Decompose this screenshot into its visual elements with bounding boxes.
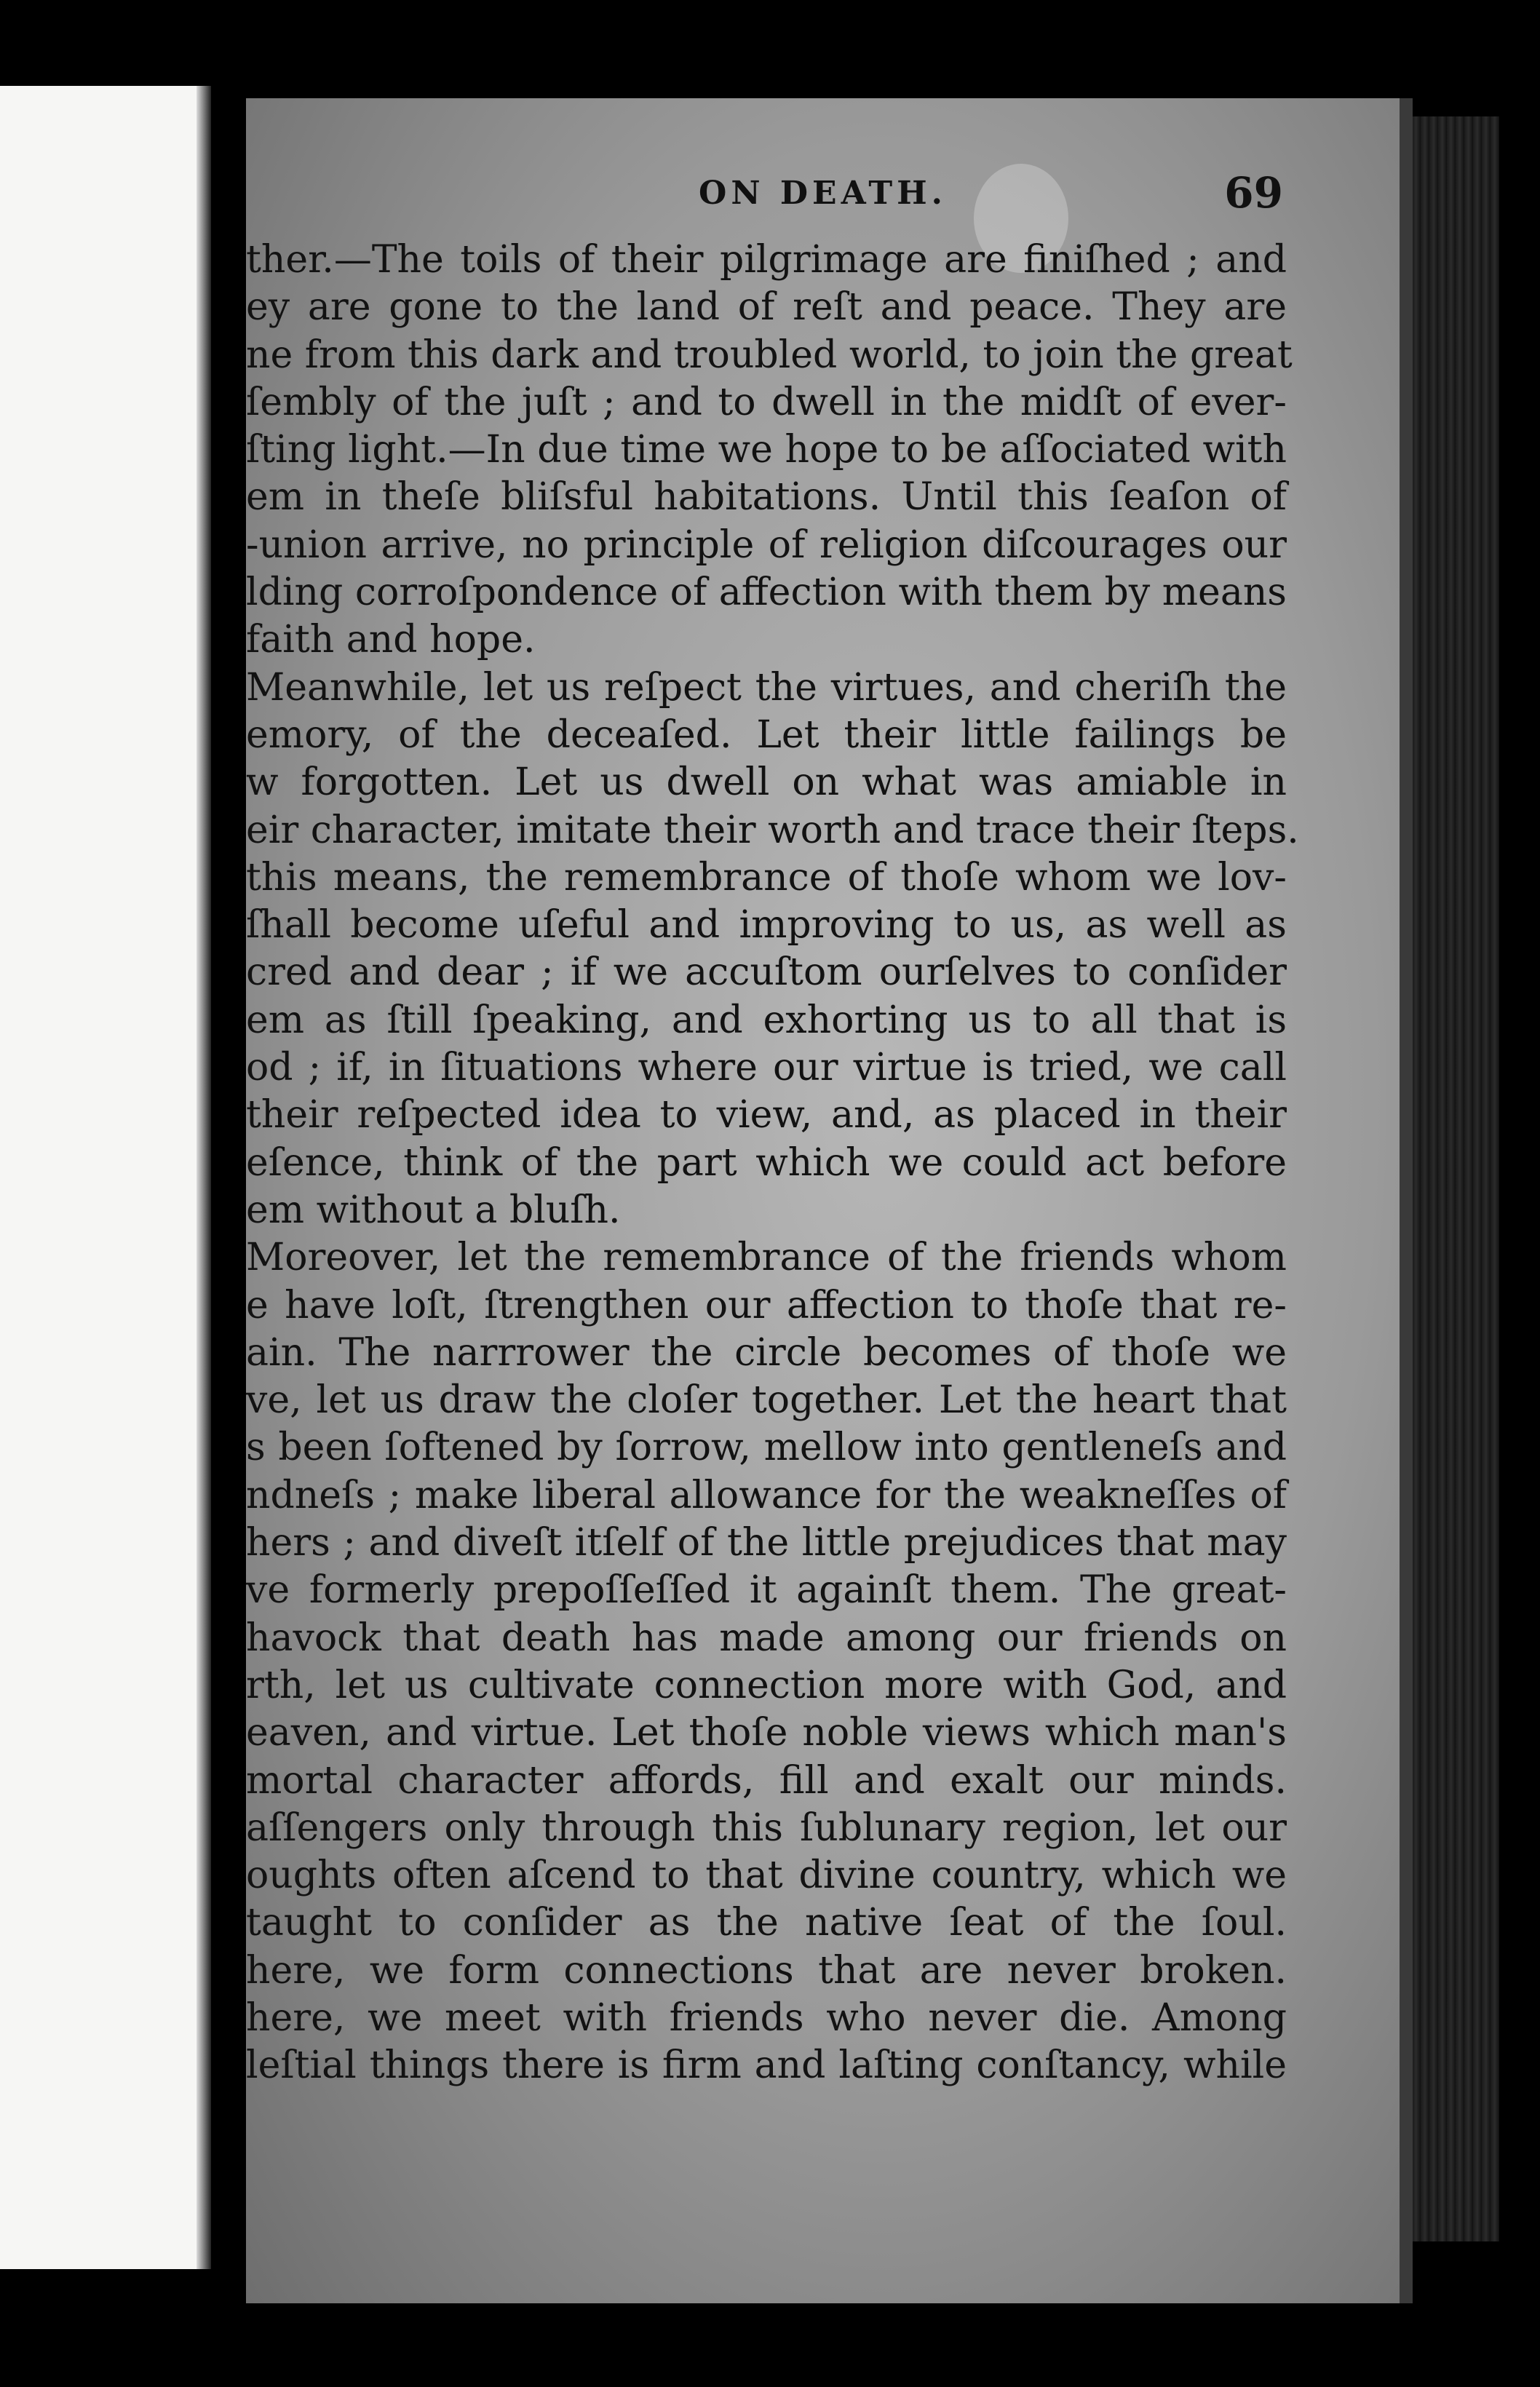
running-head: ON DEATH. — [699, 175, 947, 212]
page-number: 69 — [1224, 168, 1283, 218]
text-line: ndneſs ; make liberal allowance for the weakneſſes of — [246, 1473, 1287, 1517]
text-line: w forgotten. Let us dwell on what was amiable in — [246, 760, 1287, 805]
text-line: -union arrive, no principle of religion diſcourages our — [246, 523, 1287, 567]
text-line: ve formerly prepoſſeſſed it againſt them. The great- — [246, 1568, 1287, 1613]
text-line: aſſengers only through this ſublunary region, let our — [246, 1806, 1287, 1850]
text-line: eir character, imitate their worth and trace their ſteps. — [246, 808, 1299, 852]
text-line: em as ſtill ſpeaking, and exhorting us to all that is — [246, 998, 1287, 1042]
text-line: ſhall become uſeful and improving to us, as well as — [246, 903, 1287, 948]
text-line: their reſpected idea to view, and, as placed in their — [246, 1093, 1287, 1137]
text-line: ne from this dark and troubled world, to join the great — [246, 333, 1293, 377]
text-line: ſembly of the juſt ; and to dwell in the midſt of ever- — [246, 380, 1287, 424]
book-page — [246, 98, 1413, 2303]
body-text — [246, 237, 1299, 2090]
text-line: ey are gone to the land of reſt and peace. They are — [246, 285, 1287, 330]
text-line: oughts often aſcend to that divine country, which we — [246, 1854, 1287, 1898]
gutter-shadow — [197, 86, 211, 2269]
text-line: eſence, think of the part which we could act before — [246, 1140, 1287, 1185]
text-line: hers ; and diveſt itſelf of the little prejudices that may — [246, 1521, 1287, 1565]
text-line: ve, let us draw the cloſer together. Let the heart that — [246, 1378, 1287, 1423]
text-line: cred and dear ; if we accuſtom ourſelves to conſider — [246, 950, 1287, 995]
text-line: rth, let us cultivate connection more with God, and — [246, 1663, 1287, 1707]
facing-page-blank — [0, 86, 207, 2269]
text-line: this means, the remembrance of thoſe whom we lov- — [246, 855, 1287, 899]
text-line: lding corroſpondence of affection with them by means — [246, 571, 1287, 615]
text-line: mortal character affords, fill and exalt our minds. — [246, 1758, 1287, 1803]
text-line: Meanwhile, let us reſpect the virtues, and cheriſh the — [246, 665, 1287, 710]
text-line: here, we meet with friends who never die. Among — [246, 1995, 1287, 2040]
text-line: havock that death has made among our friends on — [246, 1616, 1287, 1660]
text-line: e have loſt, ſtrengthen our affection to thoſe that re- — [246, 1283, 1287, 1327]
text-line: em without a bluſh. — [246, 1188, 621, 1232]
text-line: od ; if, in ſituations where our virtue is tried, we call — [246, 1046, 1287, 1090]
text-line: ſting light.—In due time we hope to be aſſociated with — [246, 428, 1287, 472]
text-line: ain. The narrrower the circle becomes of thoſe we — [246, 1330, 1287, 1375]
text-line: leſtial things there is firm and laſting conſtancy, while — [246, 2044, 1287, 2088]
text-line: faith and hope. — [246, 618, 536, 662]
text-line: taught to conſider as the native ſeat of the ſoul. — [246, 1901, 1287, 1945]
text-line: eaven, and virtue. Let thoſe noble views which man's — [246, 1711, 1287, 1755]
text-line: Moreover, let the remembrance of the friends whom — [246, 1236, 1287, 1280]
text-line: em in theſe bliſsful habitations. Until this ſeaſon of — [246, 475, 1287, 520]
page-edges — [1412, 116, 1499, 2241]
text-line: s been ſoftened by ſorrow, mellow into gentleneſs and — [246, 1426, 1287, 1470]
text-line: ther.—The toils of their pilgrimage are finiſhed ; and — [246, 238, 1287, 282]
text-line: emory, of the deceaſed. Let their little failings be — [246, 712, 1287, 757]
text-line: here, we form connections that are never broken. — [246, 1948, 1287, 1993]
